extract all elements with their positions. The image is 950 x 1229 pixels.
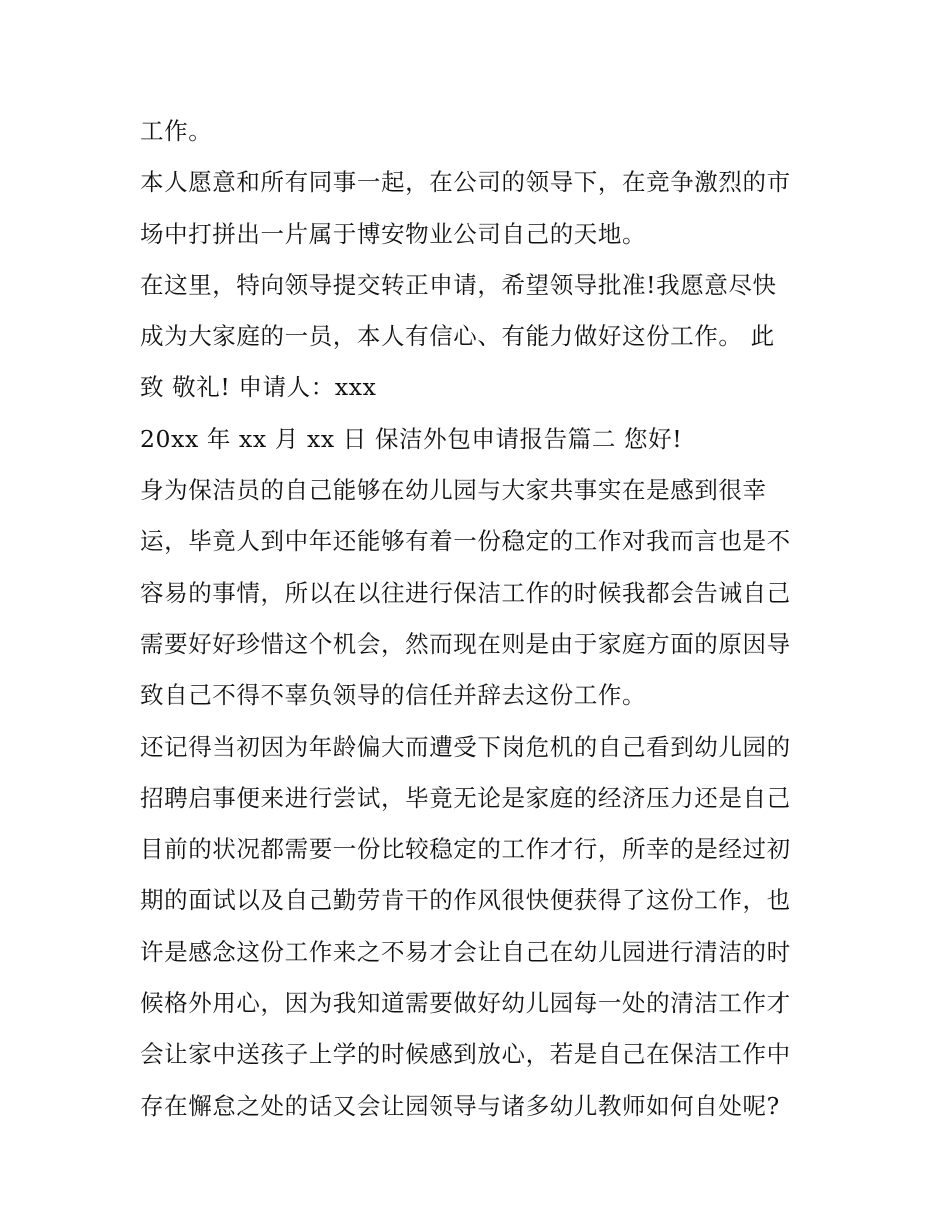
text-line: 目前的状况都需要一份比较稳定的工作才行，所幸的是经过初	[140, 835, 791, 864]
text-line: 运，毕竟人到中年还能够有着一份稳定的工作对我而言也是不	[140, 527, 791, 556]
text-line: 期的面试以及自己勤劳肯干的作风很快便获得了这份工作，也	[140, 886, 791, 915]
text-line: 工作。	[140, 117, 213, 145]
text-line: 存在懈怠之处的话又会让园领导与诸多幼儿教师如何自处呢?	[140, 1091, 780, 1120]
document-body	[140, 106, 820, 1132]
text-line: 身为保洁员的自己能够在幼儿园与大家共事实在是感到很幸	[140, 476, 767, 505]
text-line: 会让家中送孩子上学的时候感到放心，若是自己在保洁工作中	[140, 1040, 791, 1069]
text-line: 在这里，特向领导提交转正申请，希望领导批准!我愿意尽快	[140, 270, 777, 299]
text-line: 容易的事情，所以在以往进行保洁工作的时候我都会告诫自己	[140, 578, 791, 607]
text-line: 许是感念这份工作来之不易才会让自己在幼儿园进行清洁的时	[140, 937, 791, 966]
text-line: 本人愿意和所有同事一起，在公司的领导下，在竞争激烈的市	[140, 168, 791, 197]
text-line: 致自己不得不辜负领导的信任并辞去这份工作。	[140, 681, 647, 710]
text-line: 需要好好珍惜这个机会，然而现在则是由于家庭方面的原因导	[140, 629, 791, 658]
text-line: 致 敬礼! 申请人：xxx	[140, 373, 377, 402]
text-line: 还记得当初因为年龄偏大而遭受下岗危机的自己看到幼儿园的	[140, 732, 791, 761]
text-line: 成为大家庭的一员，本人有信心、有能力做好这份工作。 此	[140, 322, 775, 351]
text-line: 招聘启事便来进行尝试，毕竟无论是家庭的经济压力还是自己	[140, 783, 791, 812]
text-line: 候格外用心，因为我知道需要做好幼儿园每一处的清洁工作才	[140, 989, 791, 1018]
text-line: 场中打拼出一片属于博安物业公司自己的天地。	[140, 219, 647, 248]
text-line: 20xx 年 xx 月 xx 日 保洁外包申请报告篇二 您好!	[140, 424, 683, 453]
